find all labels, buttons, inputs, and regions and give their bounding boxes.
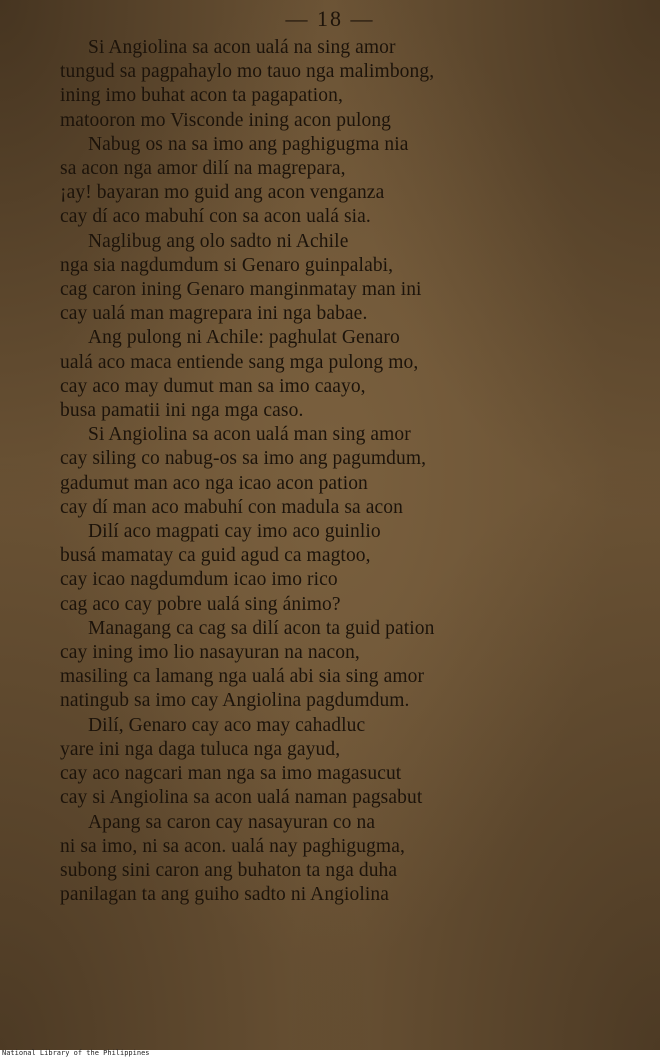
poem-line: sa acon nga amor dilí na magrepara,	[60, 158, 346, 180]
stanza-3	[60, 230, 650, 327]
stanza-2	[60, 133, 650, 230]
page-number-header: — 18 —	[285, 6, 375, 31]
poem-line: cay icao nagdumdum icao imo rico	[60, 569, 338, 591]
poem-line: Ang pulong ni Achile: paghulat Genaro	[88, 327, 400, 349]
poem-line: Si Angiolina sa acon ualá man sing amor	[88, 424, 411, 446]
poem-line: tungud sa pagpahaylo mo tauo nga malimbong,	[60, 61, 435, 83]
poem-line: Managang ca cag sa dilí acon ta guid pation	[88, 617, 435, 639]
poem-line: cay dí man aco mabuhí con madula sa acon	[60, 496, 403, 518]
poem-line: cay ualá man magrepara ini nga babae.	[60, 303, 368, 325]
poem-line: ni sa imo, ni sa acon. ualá nay paghigugma,	[60, 835, 405, 857]
poem-line: panilagan ta ang guiho sadto ni Angiolina	[60, 884, 390, 906]
stanza-5	[60, 423, 650, 520]
poem-line: yare ini nga daga tuluca nga gayud,	[60, 738, 341, 760]
poem-line: gadumut man aco nga icao acon pation	[60, 472, 368, 494]
poem-line: ining imo buhat acon ta pagapation,	[60, 85, 343, 107]
poem-line: Dilí aco magpati cay imo aco guinlio	[88, 521, 381, 543]
poem-line: natingub sa imo cay Angiolina pagdumdum.	[60, 690, 410, 712]
footer-bar	[0, 1050, 660, 1058]
poem-line: ¡ay! bayaran mo guid ang acon venganza	[60, 182, 385, 204]
poem-line: cay dí aco mabuhí con sa acon ualá sia.	[60, 206, 371, 228]
poem-line: ualá aco maca entiende sang mga pulong mo,	[60, 351, 419, 373]
poem-line: cay ining imo lio nasayuran na nacon,	[60, 642, 360, 664]
poem-line: matooron mo Visconde ining acon pulong	[60, 109, 392, 131]
stanza-1	[60, 36, 650, 133]
stanza-7	[60, 617, 650, 714]
poem-line: masiling ca lamang nga ualá abi sia sing amor	[60, 666, 425, 688]
poem-text	[60, 36, 650, 907]
poem-line: Naglibug ang olo sadto ni Achile	[88, 230, 349, 252]
poem-line: subong sini caron ang buhaton ta nga duha	[60, 859, 398, 881]
poem-line: cag caron ining Genaro manginmatay man ini	[60, 279, 422, 301]
poem-line: cag aco cay pobre ualá sing ánimo?	[60, 593, 341, 615]
poem-line: Dilí, Genaro cay aco may cahadluc	[88, 714, 366, 736]
poem-line: Apang sa caron cay nasayuran co na	[88, 811, 376, 833]
library-credit: National Library of the Philippines	[2, 1049, 150, 1057]
poem-line: nga sia nagdumdum si Genaro guinpalabi,	[60, 254, 394, 276]
stanza-8	[60, 714, 650, 811]
poem-line: Nabug os na sa imo ang paghigugma nia	[88, 133, 409, 155]
poem-line: cay aco may dumut man sa imo caayo,	[60, 375, 366, 397]
poem-line: cay siling co nabug-os sa imo ang pagumdum,	[60, 448, 427, 470]
stanza-6	[60, 520, 650, 617]
stanza-4	[60, 326, 650, 423]
poem-line: busá mamatay ca guid agud ca magtoo,	[60, 545, 371, 567]
poem-line: cay aco nagcari man nga sa imo magasucut	[60, 763, 402, 785]
stanza-9	[60, 811, 650, 908]
poem-line: Si Angiolina sa acon ualá na sing amor	[88, 37, 396, 58]
poem-line: cay si Angiolina sa acon ualá naman pagsabut	[60, 787, 423, 809]
poem-line: busa pamatii ini nga mga caso.	[60, 400, 304, 422]
